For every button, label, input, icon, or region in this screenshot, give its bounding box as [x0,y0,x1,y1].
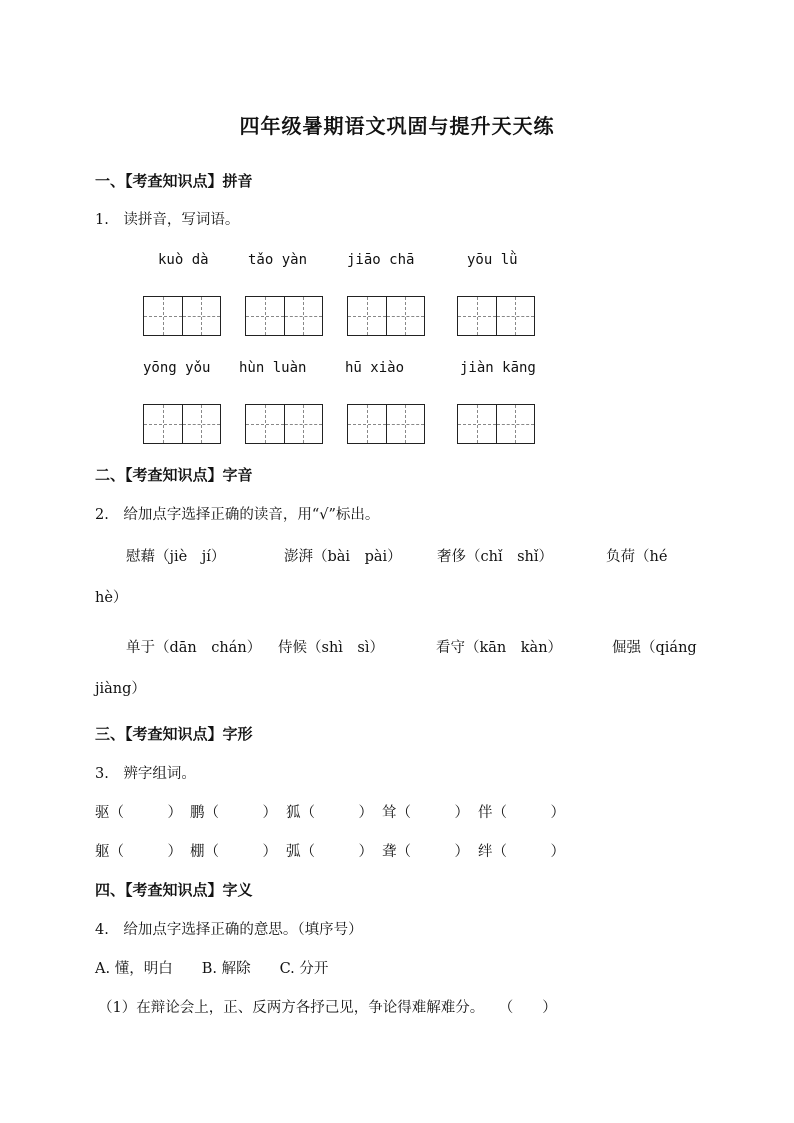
choice-item[interactable]: 慰藉（jiè jí） [126,549,226,565]
pinyin-label: jiāo chā [347,252,415,268]
page-title: 四年级暑期语文巩固与提升天天练 [239,114,555,138]
pinyin-label: kuò dà [158,252,209,268]
choice-item[interactable]: 侍候（shì sì） [278,640,384,656]
word-blank[interactable]: 躯（ ） [95,844,182,860]
pinyin-label: hū xiào [345,360,405,376]
section-heading-character-form: 三、【考查知识点】字形 [95,725,253,743]
choice-item[interactable]: 负荷（hé [606,549,668,565]
writing-grid[interactable] [347,296,425,336]
q2-prompt: 2. 给加点字选择正确的读音，用“√”标出。 [95,507,380,523]
q3-prompt: 3. 辨字组词。 [95,766,196,782]
choice-item[interactable]: 倔强（qiáng [612,640,697,656]
writing-grid[interactable] [457,296,535,336]
writing-grid[interactable] [143,404,221,444]
word-blank[interactable]: 伴（ ） [478,805,565,821]
word-blank[interactable]: 耸（ ） [382,805,469,821]
pinyin-label: tǎo yàn [248,252,308,268]
section-heading-meaning: 四、【考查知识点】字义 [95,881,253,899]
section-heading-pinyin: 一、【考查知识点】拼音 [95,172,253,190]
choice-item[interactable]: 澎湃（bài pài） [284,549,402,565]
word-blank[interactable]: 弧（ ） [286,844,373,860]
word-blank[interactable]: 聋（ ） [382,844,469,860]
word-blank[interactable]: 绊（ ） [478,844,565,860]
word-blank[interactable]: 鹏（ ） [190,805,277,821]
choice-item-wrap: jiàng） [95,681,146,697]
word-blank[interactable]: 狐（ ） [286,805,373,821]
pinyin-label: hùn luàn [239,360,307,376]
writing-grid[interactable] [143,296,221,336]
q4-options: A. 懂，明白 B. 解除 C. 分开 [95,961,329,977]
pinyin-label: yōu lǜ [467,252,518,268]
writing-grid[interactable] [457,404,535,444]
word-blank[interactable]: 驱（ ） [95,805,182,821]
writing-grid[interactable] [245,404,323,444]
choice-item[interactable]: 单于（dān chán） [126,640,262,656]
word-blank[interactable]: 棚（ ） [190,844,277,860]
choice-item[interactable]: 看守（kān kàn） [436,640,563,656]
pinyin-label: yōng yǒu [143,360,211,376]
choice-item-wrap: hè） [95,590,128,606]
section-heading-pronunciation: 二、【考查知识点】字音 [95,466,253,484]
q4-item[interactable]: （1）在辩论会上，正、反两方各抒己见，争论得难解难分。 （ ） [98,1000,557,1016]
writing-grid[interactable] [347,404,425,444]
writing-grid[interactable] [245,296,323,336]
choice-item[interactable]: 奢侈（chǐ shǐ） [437,549,554,565]
pinyin-label: jiàn kāng [460,360,536,376]
q1-prompt: 1. 读拼音，写词语。 [95,212,240,228]
q4-prompt: 4. 给加点字选择正确的意思。（填序号） [95,922,363,938]
